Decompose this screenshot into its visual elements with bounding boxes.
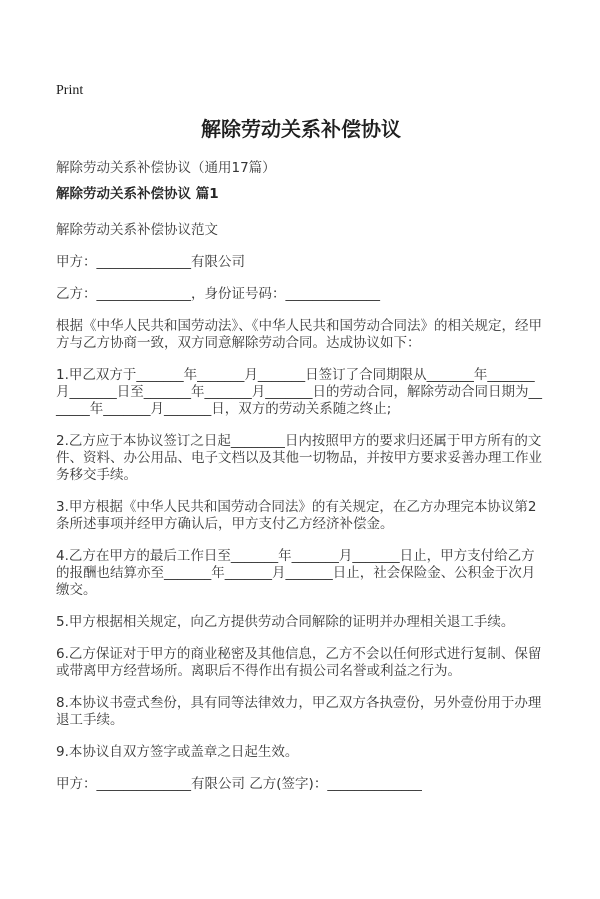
document-title: 解除劳动关系补偿协议 — [201, 117, 401, 141]
print-button[interactable]: Print — [56, 83, 84, 98]
preamble-paragraph: 根据《中华人民共和国劳动法》、《中华人民共和国劳动合同法》的相关规定，经甲方与乙方协商一致，双方同意解除劳动合同。达成协议如下： — [56, 318, 542, 351]
document-subtitle: 解除劳动关系补偿协议（通用17篇） — [56, 160, 276, 176]
clause-1: 1.甲乙双方于_______年_______月_______日签订了合同期限从_______年_______月_______日至_______年_______月_______日的劳动合同，解除劳动合同日期为_______年_______月_______日，双方的劳动关系随之终止; — [56, 367, 542, 417]
document-body — [56, 222, 546, 793]
clause-2: 2.乙方应于本协议签订之日起________日内按照甲方的要求归还属于甲方所有的文件、资料、办公用品、电子文档以及其他一切物品，并按甲方要求妥善办理工作业务移交手续。 — [56, 433, 542, 483]
intro-line: 解除劳动关系补偿协议范文 — [56, 222, 218, 238]
clause-6: 6.乙方保证对于甲方的商业秘密及其他信息，乙方不会以任何形式进行复制、保留或带离甲方经营场所。离职后不得作出有损公司名誉或利益之行为。 — [56, 646, 542, 679]
party-b-line: 乙方：______________，身份证号码：______________ — [56, 286, 380, 302]
clause-5: 5.甲方根据相关规定，向乙方提供劳动合同解除的证明并办理相关退工手续。 — [56, 614, 515, 630]
clause-3: 3.甲方根据《中华人民共和国劳动合同法》的有关规定，在乙方办理完本协议第2条所述事项并经甲方确认后，甲方支付乙方经济补偿金。 — [56, 499, 537, 532]
clause-4: 4.乙方在甲方的最后工作日至_______年_______月_______日止，甲方支付给乙方的报酬也结算亦至_______年_______月_______日止，社会保险金、公积金于次月缴交。 — [56, 548, 536, 598]
section-heading-part1: 解除劳动关系补偿协议 篇1 — [56, 186, 219, 202]
signature-line: 甲方：______________有限公司 乙方(签字)：______________ — [56, 776, 422, 792]
clause-9: 9.本协议自双方签字或盖章之日起生效。 — [56, 744, 299, 760]
clause-8: 8.本协议书壹式叁份，具有同等法律效力，甲乙双方各执壹份，另外壹份用于办理退工手续。 — [56, 695, 542, 728]
party-a-line: 甲方：______________有限公司 — [56, 254, 245, 270]
